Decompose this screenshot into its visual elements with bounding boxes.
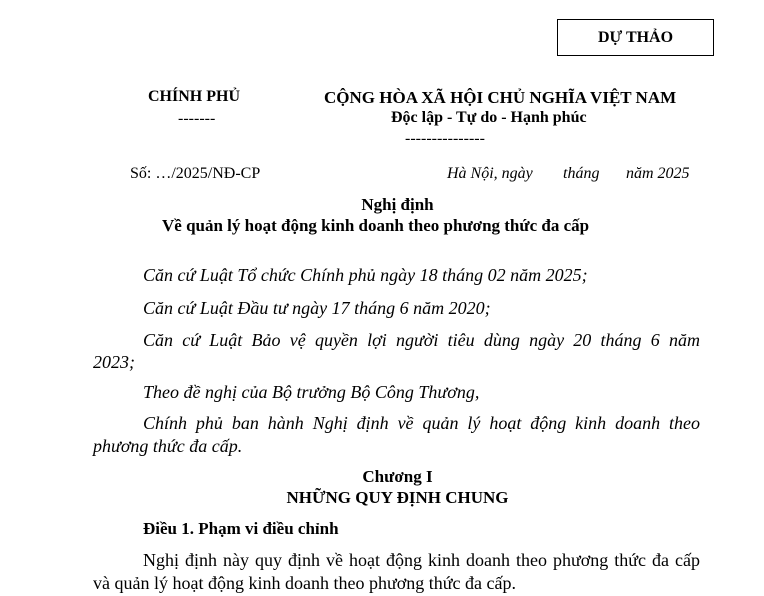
draft-label: DỰ THẢO xyxy=(597,28,674,46)
date-year: năm 2025 xyxy=(626,165,690,182)
document-type: Nghị định xyxy=(361,195,434,214)
legal-basis-3-cont: 2023; xyxy=(93,352,135,372)
document-subject: Về quản lý hoạt động kinh doanh theo phương thức đa cấp xyxy=(162,216,590,235)
motto-underline: --------------- xyxy=(405,130,485,147)
draft-stamp xyxy=(557,19,714,56)
article-1-body: Nghị định này quy định về hoạt động kinh doanh theo phương thức đa cấp xyxy=(143,550,700,570)
article-1-heading: Điều 1. Phạm vi điều chỉnh xyxy=(143,519,339,538)
issuing-agency: CHÍNH PHỦ xyxy=(148,88,240,105)
agency-underline: ------- xyxy=(178,110,216,127)
promulgation-line-cont: phương thức đa cấp. xyxy=(93,436,243,456)
national-title: CỘNG HÒA XÃ HỘI CHỦ NGHĨA VIỆT NAM xyxy=(324,88,677,107)
date-place: Hà Nội, ngày xyxy=(447,165,533,182)
promulgation-line: Chính phủ ban hành Nghị định về quản lý hoạt động kinh doanh theo xyxy=(143,413,700,433)
legal-basis-2: Căn cứ Luật Đầu tư ngày 17 tháng 6 năm 2020; xyxy=(143,298,491,318)
chapter-number: Chương I xyxy=(362,467,433,486)
proposal-line: Theo đề nghị của Bộ trưởng Bộ Công Thương, xyxy=(143,382,480,402)
legal-basis-3: Căn cứ Luật Bảo vệ quyền lợi người tiêu dùng ngày 20 tháng 6 năm xyxy=(143,330,700,350)
national-motto: Độc lập - Tự do - Hạnh phúc xyxy=(391,109,587,126)
chapter-title: NHỮNG QUY ĐỊNH CHUNG xyxy=(286,488,509,507)
article-1-body-cont: và quản lý hoạt động kinh doanh theo phương thức đa cấp. xyxy=(93,573,516,593)
document-number: Số: …/2025/NĐ-CP xyxy=(130,165,261,182)
legal-basis-1: Căn cứ Luật Tổ chức Chính phủ ngày 18 tháng 02 năm 2025; xyxy=(143,265,588,285)
date-month: tháng xyxy=(563,165,600,182)
